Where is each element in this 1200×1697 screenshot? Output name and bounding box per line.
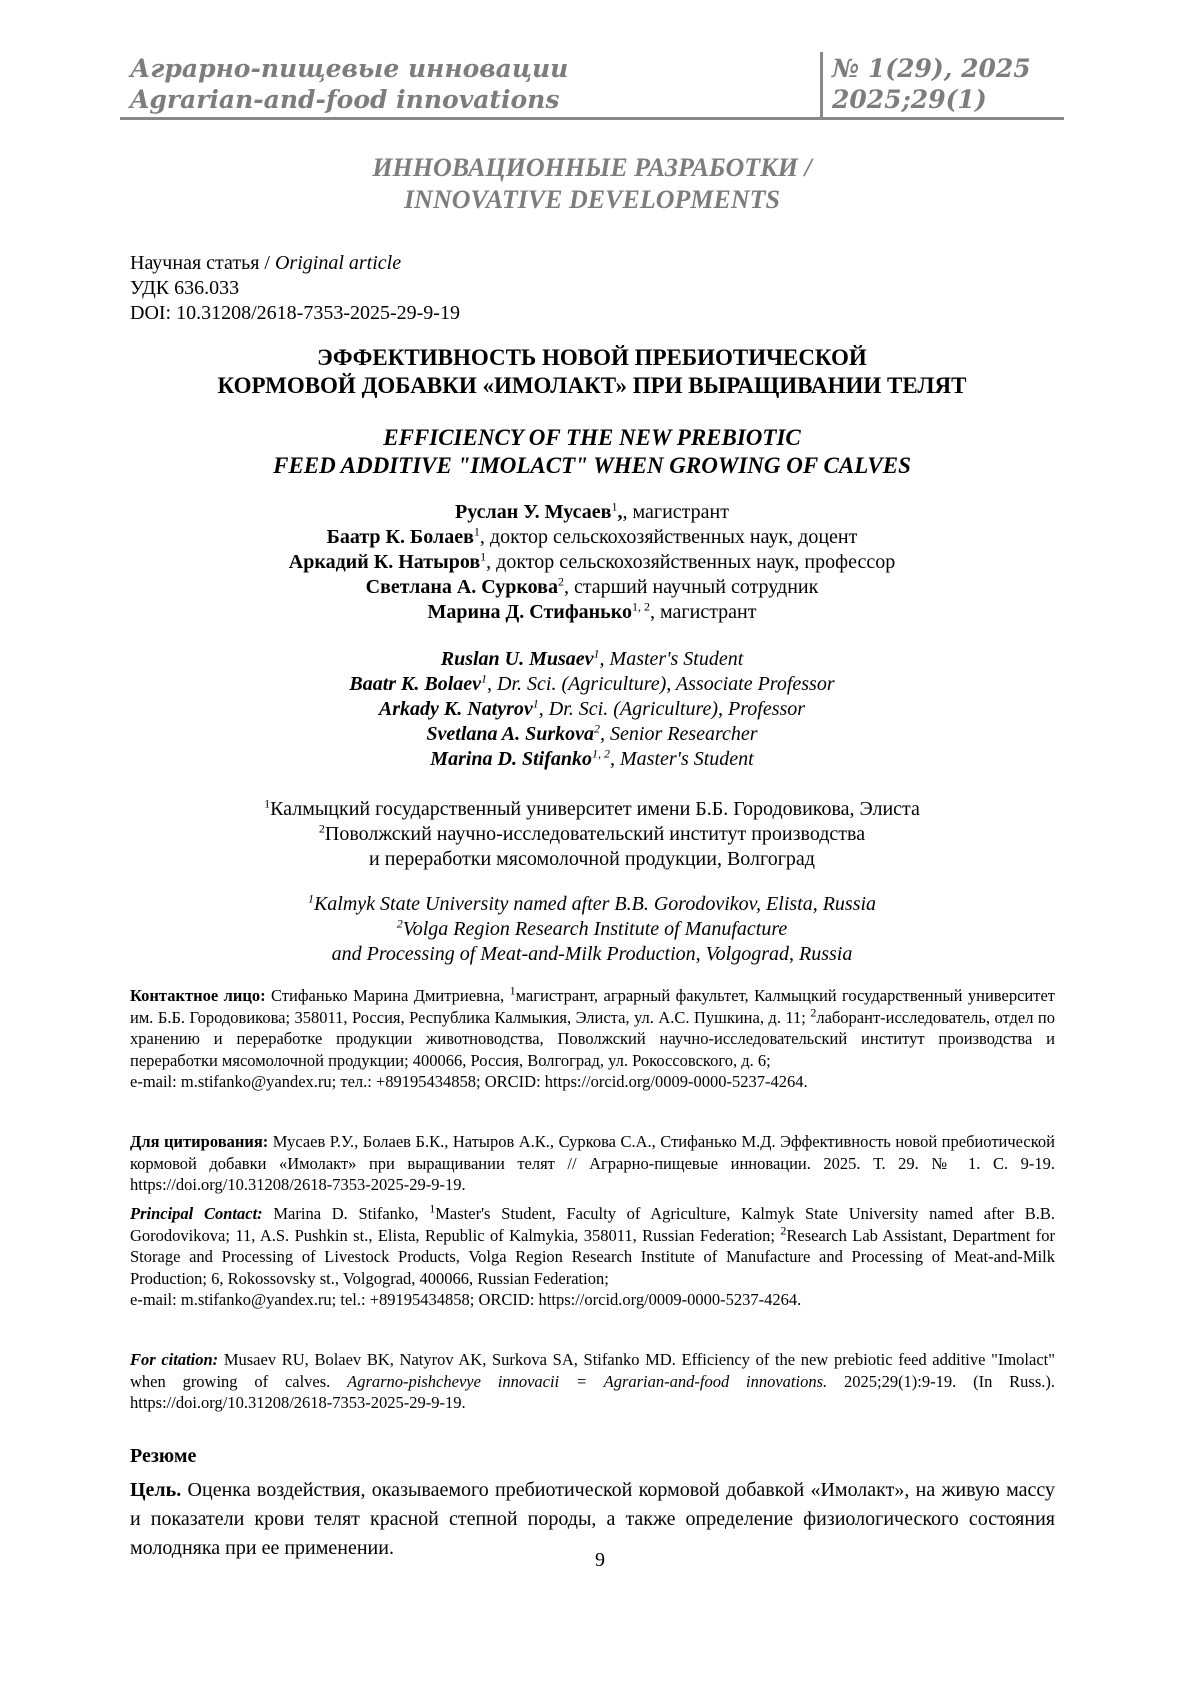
affiliation-2 [120, 917, 1064, 942]
journal-title-ru: Аграрно-пищевые инновации [130, 53, 820, 84]
affiliation-2 [120, 822, 1064, 847]
principal-contact-en [130, 1203, 1055, 1311]
author-name: Светлана А. Суркова [366, 576, 558, 598]
contact-sup: 1 [429, 1202, 435, 1216]
contact-text: Master's Student, Faculty of Agriculture, Kalmyk State University named after B.B. Gorodovikova; 11, A.S. Pushkin st., Elista, Republic of Kalmykia, 358011, Russian Federation; [130, 1204, 1055, 1245]
affiliation-1 [120, 892, 1064, 917]
article-type [130, 251, 460, 276]
author-line [120, 697, 1064, 722]
contact-label: Principal Contact: [130, 1204, 263, 1223]
author-affil-sup: 1, 2 [632, 599, 650, 613]
author-line [120, 550, 1064, 575]
author-role: , Senior Researcher [600, 723, 758, 745]
contact-person-ru [130, 985, 1055, 1093]
issue-en: 2025;29(1) [832, 84, 1062, 115]
title-en-line: FEED ADDITIVE "IMOLACT" WHEN GROWING OF CALVES [120, 452, 1064, 480]
contact-text: магистрант, аграрный факультет, Калмыцкий государственный университет им. Б.Б. Городовикова; 358011, Россия, Республика Калмыкия, Элиста, ул. А.С. Пушкина, д. 11; [130, 986, 1055, 1027]
author-name: Baatr K. Bolaev [349, 673, 481, 695]
section-heading-en: INNOVATIVE DEVELOPMENTS [120, 184, 1064, 216]
author-name: Marina D. Stifanko [430, 748, 592, 770]
author-role: , Master's Student [610, 748, 754, 770]
author-role: , доктор сельскохозяйственных наук, профессор [486, 551, 895, 573]
header-divider-horizontal [120, 117, 1064, 120]
authors-en [120, 647, 1064, 772]
citation-text: 2025;29(1):9-19. (In Russ.). https://doi.org/10.31208/2618-7353-2025-29-9-19. [130, 1372, 1055, 1413]
contact-label: Контактное лицо: [130, 986, 266, 1005]
affiliation-1 [120, 797, 1064, 822]
section-heading [120, 152, 1064, 216]
author-role: , магистрант [622, 501, 728, 523]
affil-text: Volga Region Research Institute of Manufacture [403, 918, 788, 940]
author-name: Ruslan U. Musaev [441, 648, 594, 670]
author-role: , старший научный сотрудник [564, 576, 818, 598]
author-line [120, 575, 1064, 600]
journal-title-en: Agrarian-and-food innovations [130, 84, 820, 115]
citation-text: Musaev RU, Bolaev BK, Natyrov AK, Surkova SA, Stifanko MD. Efficiency of the new prebiotic feed additive "Imolact" when growing of calves. [130, 1350, 1055, 1391]
goal-text: Оценка воздействия, оказываемого пребиотической кормовой добавкой «Имолакт», на живую массу и показатели крови телят красной степной породы, а также определение физиологического состояния молодняка при ее применении. [130, 1479, 1055, 1559]
author-role: , Dr. Sci. (Agriculture), Professor [539, 698, 805, 720]
citation-label: Для цитирования: [130, 1132, 268, 1151]
citation-ru [130, 1131, 1055, 1196]
affiliations-en [120, 892, 1064, 967]
affil-sup: 2 [397, 916, 403, 930]
article-page [0, 0, 1200, 1697]
author-line [120, 600, 1064, 625]
author-affil-sup: 1, 2 [592, 746, 610, 760]
author-affil-sup: 1 [474, 524, 480, 538]
affil-text: Kalmyk State University named after B.B. Gorodovikov, Elista, Russia [314, 893, 876, 915]
author-role: , Master's Student [600, 648, 744, 670]
article-type-en: Original article [275, 252, 401, 274]
article-title-ru [120, 344, 1064, 400]
citation-text: Мусаев Р.У., Болаев Б.К., Натыров А.К., Суркова С.А., Стифанько М.Д. Эффективность новой пребиотической кормовой добавки «Имолакт» при выращивании телят // Аграрно-пищевые инновации. 2025. Т. 29. № 1. С. 9-19. https://doi.org/10.31208/2618-7353-2025-29-9-19. [130, 1132, 1055, 1194]
author-name: Марина Д. Стифанько [427, 601, 632, 623]
author-affil-sup: 1 [533, 696, 539, 710]
citation-en [130, 1349, 1055, 1414]
doi: DOI: 10.31208/2618-7353-2025-29-9-19 [130, 301, 460, 326]
author-name: Баатр К. Болаев [327, 526, 474, 548]
page-number: 9 [0, 1549, 1200, 1572]
author-name: Svetlana A. Surkova [426, 723, 594, 745]
contact-text: лаборант-исследователь, отдел по хранению и переработке продукции животноводства, Поволжский научно-исследовательский институт производства и переработки мясомолочной продукции; 400066, Россия, Волгоград, ул. Рокоссовского, д. 6; [130, 1008, 1055, 1070]
authors-ru [120, 500, 1064, 625]
title-en-line: EFFICIENCY OF THE NEW PREBIOTIC [120, 424, 1064, 452]
affil-text: Калмыцкий государственный университет имени Б.Б. Городовикова, Элиста [270, 798, 920, 820]
author-line: Руслан У. Мусаев1,, магистрант [120, 500, 1064, 525]
goal-label: Цель. [130, 1479, 181, 1501]
author-affil-sup: 2 [558, 574, 564, 588]
contact-sup: 2 [780, 1223, 786, 1237]
citation-label: For citation: [130, 1350, 218, 1369]
affil-sup: 2 [319, 821, 325, 835]
issue-ru: № 1(29), 2025 [832, 53, 1062, 84]
author-affil-sup: 1 [594, 646, 600, 660]
author-line [120, 525, 1064, 550]
author-affil-sup: 1 [480, 549, 486, 563]
author-name: Arkady K. Natyrov [379, 698, 533, 720]
affil-sup: 1 [308, 891, 314, 905]
article-meta [130, 251, 460, 326]
resume-heading: Резюме [130, 1445, 196, 1468]
author-line [120, 647, 1064, 672]
author-name: Руслан У. Мусаев [455, 501, 611, 523]
article-title-en [120, 424, 1064, 480]
author-affil-sup: 1 [481, 671, 487, 685]
issue-info [832, 53, 1062, 115]
author-role: , доктор сельскохозяйственных наук, доцент [480, 526, 857, 548]
section-heading-ru: ИННОВАЦИОННЫЕ РАЗРАБОТКИ / [120, 152, 1064, 184]
header-divider-vertical [820, 52, 823, 120]
title-ru-line: ЭФФЕКТИВНОСТЬ НОВОЙ ПРЕБИОТИЧЕСКОЙ [120, 344, 1064, 372]
contact-email-line: e-mail: m.stifanko@yandex.ru; tel.: +89195434858; ORCID: https://orcid.org/0009-0000-5237-4264. [130, 1290, 801, 1309]
affiliation-2-cont: and Processing of Meat-and-Milk Production, Volgograd, Russia [120, 942, 1064, 967]
affil-text: Поволжский научно-исследовательский институт производства [325, 823, 865, 845]
contact-text: Marina D. Stifanko, [263, 1204, 430, 1223]
affil-sup: 1 [264, 796, 270, 810]
article-type-ru: Научная статья / [130, 252, 275, 274]
contact-sup: 1 [510, 984, 516, 998]
affiliations-ru [120, 797, 1064, 872]
author-line [120, 672, 1064, 697]
citation-journal: Agrarno-pishchevye innovacii = Agrarian-and-food innovations. [347, 1372, 827, 1391]
author-affil-sup: 2 [594, 721, 600, 735]
author-role: , Dr. Sci. (Agriculture), Associate Professor [487, 673, 835, 695]
author-affil-sup: 1 [611, 499, 617, 513]
journal-title [130, 53, 820, 115]
author-line [120, 747, 1064, 772]
contact-sup: 2 [810, 1005, 816, 1019]
affiliation-2-cont: и переработки мясомолочной продукции, Волгоград [120, 847, 1064, 872]
udc: УДК 636.033 [130, 276, 460, 301]
contact-text: Research Lab Assistant, Department for Storage and Processing of Livestock Products, Volga Region Research Institute of Manufacture and Processing of Meat-and-Milk Production; 6, Rokossovsky st., Volgograd, 400066, Russian Federation; [130, 1226, 1055, 1288]
author-line [120, 722, 1064, 747]
author-role: , магистрант [650, 601, 756, 623]
title-ru-line: КОРМОВОЙ ДОБАВКИ «ИМОЛАКТ» ПРИ ВЫРАЩИВАНИИ ТЕЛЯТ [120, 372, 1064, 400]
author-name: Аркадий К. Натыров [289, 551, 480, 573]
contact-text: Стифанько Марина Дмитриевна, [266, 986, 510, 1005]
contact-email-line: e-mail: m.stifanko@yandex.ru; тел.: +89195434858; ORCID: https://orcid.org/0009-0000-5237-4264. [130, 1072, 808, 1091]
